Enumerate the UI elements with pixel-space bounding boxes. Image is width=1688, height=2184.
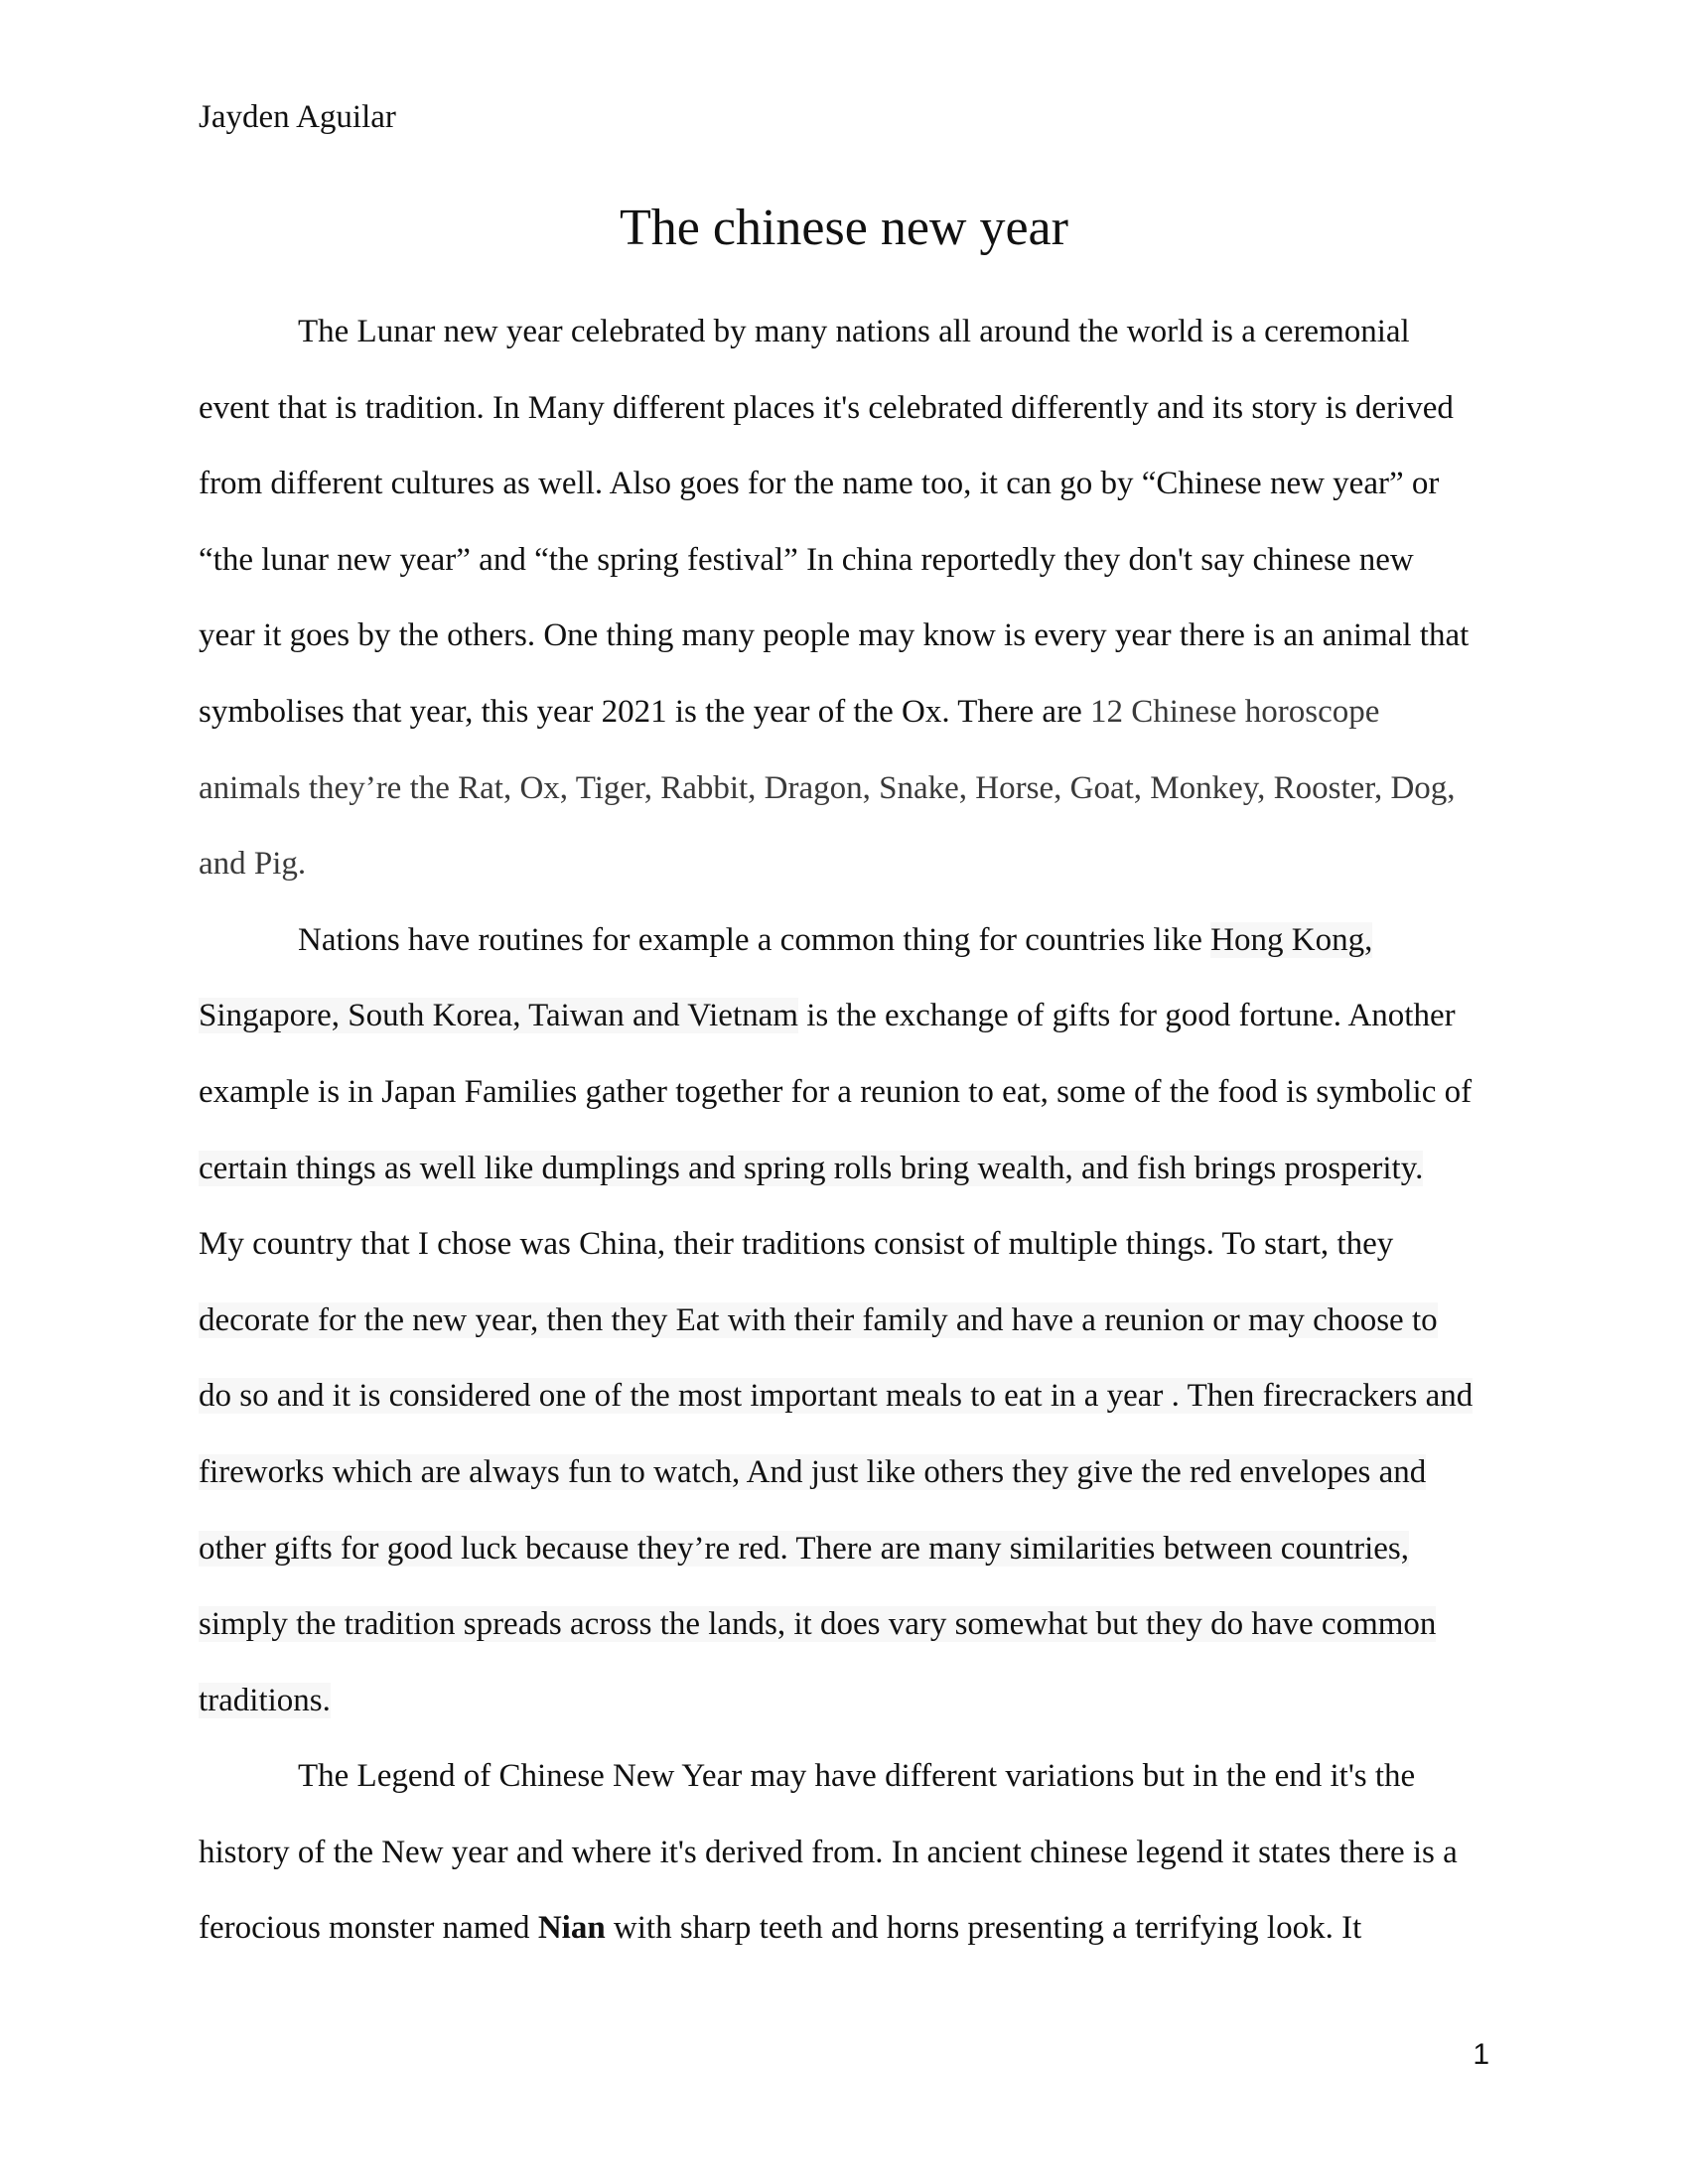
text-run: The Legend of Chinese New Year may have different variations but in the end it's the bbox=[298, 1758, 1416, 1795]
text-run: symbolises that year, this year 2021 is the year of the Ox. There are bbox=[199, 693, 1090, 730]
text-run: and Pig. bbox=[199, 846, 307, 883]
paragraph-3-line-2 bbox=[199, 1825, 1489, 1901]
paragraph-2-line-7 bbox=[199, 1368, 1489, 1444]
text-run: animals they’re the Rat, Ox, Tiger, Rabbit, Dragon, Snake, Horse, Goat, Monkey, Rooster, Dog, bbox=[199, 769, 1456, 806]
text-run-bold-nian: Nian bbox=[537, 1910, 606, 1947]
author-name: Jayden Aguilar bbox=[199, 99, 396, 135]
paragraph-1-line-4 bbox=[199, 532, 1489, 609]
paragraph-2-line-2 bbox=[199, 988, 1489, 1064]
paragraph-1-line-6 bbox=[199, 684, 1489, 760]
paragraph-1-line-7 bbox=[199, 760, 1489, 837]
text-run-highlighted: do so and it is considered one of the most important meals to eat in a year . Then firecrackers and bbox=[199, 1378, 1474, 1415]
paragraph-2-line-9 bbox=[199, 1521, 1489, 1597]
essay-body bbox=[199, 304, 1489, 1977]
paragraph-2-line-6 bbox=[199, 1293, 1489, 1369]
paragraph-1-line-3 bbox=[199, 456, 1489, 532]
text-run: year it goes by the others. One thing many people may know is every year there is an animal that bbox=[199, 617, 1470, 654]
paragraph-2-line-5 bbox=[199, 1216, 1489, 1293]
text-run-highlighted: Singapore, South Korea, Taiwan and Vietnam bbox=[199, 998, 798, 1034]
text-run-highlighted: decorate for the new year, then they Eat with their family and have a reunion or may choose to bbox=[199, 1301, 1438, 1338]
text-run: example is in Japan Families gather together for a reunion to eat, some of the food is symbolic of bbox=[199, 1073, 1473, 1110]
text-run: My country that I chose was China, their traditions consist of multiple things. To start, they bbox=[199, 1226, 1394, 1263]
text-run: history of the New year and where it's derived from. In ancient chinese legend it states there is a bbox=[199, 1834, 1458, 1870]
text-run-highlighted: Hong Kong, bbox=[1210, 921, 1373, 958]
text-run-highlighted: traditions. bbox=[199, 1682, 331, 1718]
paragraph-2-line-11 bbox=[199, 1673, 1489, 1749]
text-run: from different cultures as well. Also goes for the name too, it can go by “Chinese new year” or bbox=[199, 466, 1440, 502]
page-number: 1 bbox=[1473, 2038, 1489, 2071]
text-run: with sharp teeth and horns presenting a terrifying look. It bbox=[605, 1910, 1362, 1947]
paragraph-1-line-2 bbox=[199, 380, 1489, 457]
text-run: event that is tradition. In Many different places it's celebrated differently and its story is derived bbox=[199, 389, 1454, 426]
text-run: Nations have routines for example a common thing for countries like bbox=[298, 921, 1211, 958]
text-run: is the exchange of gifts for good fortune. Another bbox=[797, 998, 1456, 1034]
paragraph-2-line-8 bbox=[199, 1444, 1489, 1521]
text-run: ferocious monster named bbox=[199, 1910, 538, 1947]
paragraph-3-line-1 bbox=[199, 1748, 1489, 1825]
paragraph-1-line-1 bbox=[199, 304, 1489, 380]
text-run: The Lunar new year celebrated by many nations all around the world is a ceremonial bbox=[298, 314, 1410, 349]
text-run-highlighted: simply the tradition spreads across the lands, it does vary somewhat but they do have common bbox=[199, 1606, 1437, 1643]
text-run-highlighted: other gifts for good luck because they’re red. There are many similarities between countries, bbox=[199, 1530, 1410, 1567]
text-run-horoscope: 12 Chinese horoscope bbox=[1089, 693, 1380, 730]
paragraph-2-line-1 bbox=[199, 912, 1489, 989]
text-run-highlighted: certain things as well like dumplings and spring rolls bring wealth, and fish brings prosperity. bbox=[199, 1150, 1424, 1186]
paragraph-2-line-3 bbox=[199, 1064, 1489, 1141]
document-title: The chinese new year bbox=[620, 200, 1068, 256]
paragraph-2-line-4 bbox=[199, 1141, 1489, 1217]
text-run: “the lunar new year” and “the spring festival” In china reportedly they don't say chinese new bbox=[199, 541, 1414, 578]
text-run-highlighted: fireworks which are always fun to watch, And just like others they give the red envelopes and bbox=[199, 1453, 1427, 1490]
paragraph-1-line-5 bbox=[199, 608, 1489, 684]
paragraph-2-line-10 bbox=[199, 1596, 1489, 1673]
paragraph-3-line-3 bbox=[199, 1900, 1489, 1977]
paragraph-1-line-8 bbox=[199, 836, 1489, 912]
